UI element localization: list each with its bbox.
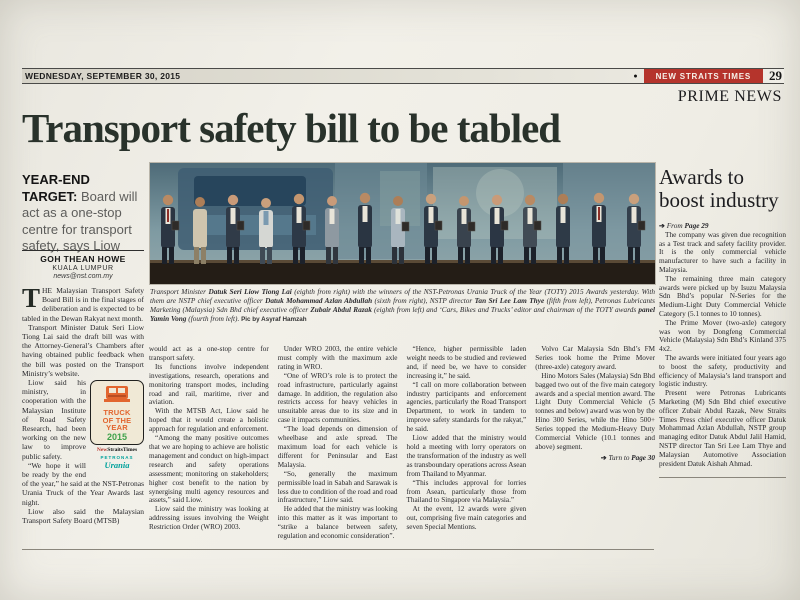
photo-credit: Pic by Asyraf Hamzah — [241, 316, 307, 323]
paragraph: Liow also said the Malaysian Transport Safety Board (MTSB) — [22, 506, 144, 526]
urania-logo: Urania — [104, 459, 130, 470]
caption-name: Tan Sri Lee Lam Thye — [474, 296, 545, 305]
photo-caption — [150, 287, 655, 324]
paragraph: The company was given due recognition as a Test track and safety facility provider. It is the only commercial vehicle manufacturer to have such a facility in Malaysia. — [659, 229, 786, 274]
caption-text: (fourth from left). — [186, 314, 242, 323]
sidebar-rule — [659, 477, 786, 478]
nst-logo-rest: StraitsTimes — [107, 446, 138, 453]
headline: Transport safety bill to be tabled — [22, 105, 561, 151]
truck-icon — [98, 384, 136, 404]
paragraph: Liow said the ministry was looking at addressing issues involving the Weight Restriction Order (WRO) 2003. — [149, 505, 269, 532]
arrow-right-icon: ➔ — [600, 453, 607, 462]
sidebar-article — [659, 166, 786, 478]
standfirst-text: Board will act as a one-stop centre for transport safety, says Liow — [22, 188, 138, 253]
masthead-badge: NEW STRAITS TIMES — [644, 69, 763, 83]
left-column — [22, 250, 144, 558]
caption-name: Zubair Abdul Razak — [310, 305, 372, 314]
paragraph: “We hope it will be ready by the end of the year,” he said at the NST-Petronas Urania Truck of the Year Awards last night. — [22, 460, 144, 507]
awards-photo-graphic — [150, 163, 655, 284]
paragraph: “The load depends on dimension of wheelbase and axle spread. The maximum load for each vehicle is different for Peninsular and East Malaysia. — [277, 425, 398, 469]
caption-text: (fifth from left), Petronas Lubricants Marketing (Malaysia) Sdn Bhd chief executive officer — [150, 296, 655, 314]
paragraph: The remaining three main category awards were picked up by Isuzu Malaysia Sdn Bhd’s popular N-Series for the Medium-Light Duty Commercial Vehicle Category (5.1 tonnes to 10 tonnes). — [659, 273, 786, 318]
page-date: WEDNESDAY, SEPTEMBER 30, 2015 — [25, 71, 181, 81]
paragraph: Hino Motors Sales (Malaysia) Sdn Bhd bagged two out of the five main category awards and a special mention award. The Light Duty Commercial Vehicle (5 tonnes and below) award was won by the Hino 300 Series, while the Hino 500+ Series topped the Medium-Heavy Duty Commercial Vehicle (10.1 tonnes and above) segment. — [535, 371, 655, 451]
byline-location: KUALA LUMPUR — [52, 265, 114, 272]
turn-page-ref: Page 30 — [631, 453, 655, 462]
lead-paragraph — [22, 283, 144, 323]
standfirst-kicker: YEAR-END TARGET: — [22, 172, 90, 204]
paragraph: “This includes approval for lorries from Asean, particularly those from Thailand to Singapore via Malaysia.” — [406, 478, 527, 505]
paragraph: With the MTSB Act, Liow said he hoped that it would create a holistic approach for regulation and enforcement. — [149, 407, 269, 434]
paragraph: At the event, 12 awards were given out, comprising five main categories and seven Special Mentions. — [406, 505, 527, 532]
paragraph: “So, generally the maximum permissible load in Sabah and Sarawak is less due to condition of the road and road infrastructure,” Liow said. — [277, 469, 398, 505]
page-number: 29 — [769, 68, 782, 83]
section-label: PRIME NEWS — [677, 88, 782, 105]
bottom-rule — [22, 549, 654, 550]
caption-text: (sixth from right), NSTP director — [372, 296, 475, 305]
caption-name: Datuk Seri Liow Tiong Lai — [208, 287, 292, 296]
header-right-group — [633, 68, 784, 84]
paragraph: Its functions involve independent investigations, research, operations and monitoring transport modes, including road and rail, maritime, river and aviation. — [149, 362, 269, 407]
bullet-icon: ● — [633, 71, 638, 80]
paragraph: He added that the ministry was looking into this matter as it was important to “strike a balance between safety, regulation and economic consideration”. — [277, 505, 398, 541]
paragraph: Liow said his ministry, in cooperation with the Malaysian Institute of Road Safety Research, had been working on the new law to improve public safety. — [22, 378, 86, 461]
paragraph: “One of WRO’s role is to protect the road infrastructure, particularly against damage. In addition, the regulation also restricts access for heavy vehicles in unsuitable areas due to its size and in case it impacts communities. — [277, 371, 398, 425]
paragraph: would act as a one-stop centre for transport safety. — [149, 345, 269, 362]
nst-logo-new: New — [96, 446, 108, 453]
paragraph: Liow added that the ministry would hold a meeting with lorry operators on the transformation of the industry as well as transboundary operations across Asean from Thailand to Myanmar. — [406, 434, 527, 478]
paragraph: “Hence, higher permissible laden weight needs to be studied and reviewed and, if need be, we have to consider increasing it,” he said. — [406, 345, 527, 380]
lead-text: HE Malaysian Transport Safety Board Bill is in the final stages of deliberation and is expected to be tabled in the Dewan Rakyat next month. — [22, 286, 144, 323]
paragraph: The Prime Mover (two-axle) category was won by Dongfeng Commercial Vehicle (Malaysia) Sdn Bhd’s Kinland 375 4x2. — [659, 317, 786, 354]
caption-text: (eighth from left) and ‘Cars, Bikes and Trucks’ editor and chairman of the TOTY awards — [371, 305, 639, 314]
from-label: From — [664, 221, 685, 230]
paragraph: “I call on more collaboration between industry participants and enforcement agencies, particularly the Road Transport Department, to work in tandem to improve safety standards for the rakyat,” he said. — [406, 380, 527, 434]
toty-title-line2: OF THE — [102, 415, 132, 425]
paragraph: Under WRO 2003, the entire vehicle must comply with the maximum axle rating in WRO. — [277, 345, 398, 371]
header-band — [22, 68, 784, 84]
toty-logo — [90, 380, 144, 470]
turn-label: Turn to — [606, 453, 632, 462]
nst-logo — [90, 447, 144, 453]
body-columns — [149, 345, 655, 544]
sidebar-title: Awards to boost industry — [659, 165, 779, 212]
standfirst — [22, 172, 146, 255]
caption-text: (eighth from right) with the winners of the NST-Petronas Urania Truck of the Year (TOTY) 2015 Awards yesterday. With them are NSTP chief executive officer — [150, 287, 656, 305]
caption-name: panel Yamin Vong — [150, 305, 655, 323]
petronas-logo: PETRONAS — [100, 454, 134, 460]
from-page-ref: Page 29 — [684, 221, 709, 230]
byline — [22, 250, 144, 280]
byline-author: GOH THEAN HOWE — [40, 254, 126, 264]
caption-text: Transport Minister — [150, 287, 209, 296]
awards-group-photo — [150, 163, 655, 284]
toty-logo-box — [90, 380, 144, 445]
toty-year: 2015 — [106, 431, 128, 442]
turn-to-page — [535, 454, 655, 463]
arrow-right-icon: ➔ — [659, 222, 665, 230]
caption-name: Datuk Mohammad Azlan Abdullah — [265, 296, 373, 305]
toty-title-line3: YEAR — [106, 423, 128, 433]
paragraph: The awards were initiated four years ago to boost the safety, productivity and efficiency of Malaysia’s land transport and logistic industry. — [659, 352, 786, 389]
paragraph: Transport Minister Datuk Seri Liow Tiong Lai said the draft bill was with the Attorney-General’s Chambers after having obtained public feedback when the bill was posted on the Transport Ministry’s website. — [22, 322, 144, 378]
paragraph: Present were Petronas Lubricants Marketing (M) Sdn Bhd chief executive officer Zubair Abdul Razak, New Straits Times Press chief executive officer Datuk Mohammad Azlan Abdullah, NSTP group managing editor Datuk Abdul Jalil Hamid, NSTP director Tan Sri Lee Lam Thye and Malaysian Automotive Association president Datuk Aishah Ahmad. — [659, 388, 786, 468]
toty-title-line1: TRUCK — [103, 408, 131, 418]
drop-cap: T — [22, 283, 41, 313]
paragraph: “Among the many positive outcomes that we are hoping to achieve are holistic management and conduct on high-impact research and safety operations assessment; monitoring on stakeholders; higher cost benefit to the nation by synergising multi agency resources and assets,” said Liow. — [149, 434, 269, 505]
paragraph: Volvo Car Malaysia Sdn Bhd’s FM Series took home the Prime Mover (three-axle) category award. — [535, 345, 655, 371]
byline-email: news@nst.com.my — [53, 273, 113, 280]
